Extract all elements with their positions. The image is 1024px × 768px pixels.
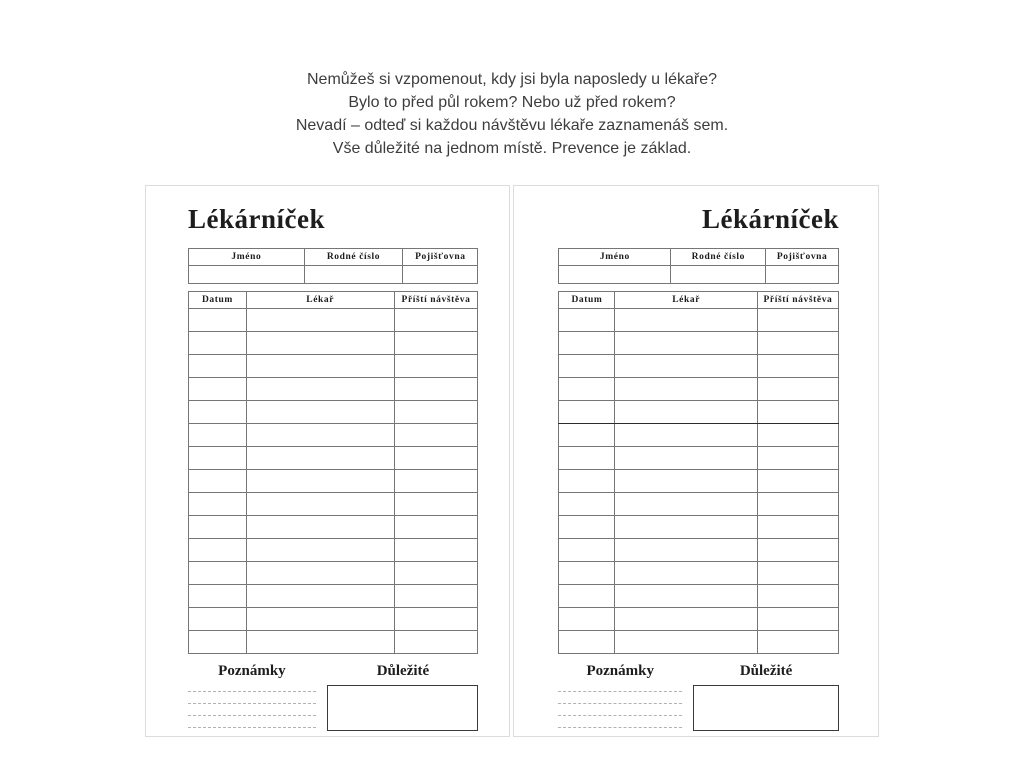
empty-row [189,562,478,585]
empty-row [189,493,478,516]
info-header-rodne-cislo: Rodné číslo [671,249,766,266]
empty-row [559,608,839,631]
empty-row [559,266,839,284]
empty-row [189,332,478,355]
visits-table [558,291,839,654]
visits-table [188,291,478,654]
notes-block [188,663,316,728]
visits-header-pristi-navsteva: Příští návštěva [394,292,478,309]
important-block [693,663,839,731]
empty-row [189,309,478,332]
intro-line-2: Bylo to před půl rokem? Nebo už před rokem? [348,94,676,111]
intro-text [0,68,1024,160]
notes-line [558,692,681,704]
page-left [145,185,510,737]
empty-row [189,424,478,447]
info-table [188,248,478,284]
empty-row [559,309,839,332]
important-box [327,685,478,731]
empty-row [189,631,478,654]
visits-header-datum: Datum [559,292,615,309]
page-title: Lékárníček [188,204,325,234]
empty-row [559,470,839,493]
empty-row [559,355,839,378]
empty-row [559,401,839,424]
notes-important-section [188,663,478,731]
info-header-pojistovna: Pojišťovna [403,249,478,266]
empty-row [559,447,839,470]
notes-line [558,704,681,716]
empty-row [559,516,839,539]
empty-row [559,585,839,608]
empty-row [559,562,839,585]
empty-row [189,378,478,401]
empty-row [189,585,478,608]
notes-block [558,663,681,728]
empty-row [189,447,478,470]
empty-row [559,493,839,516]
visits-header-datum: Datum [189,292,247,309]
empty-row [559,539,839,562]
notes-line [188,716,316,728]
page-right [513,185,879,737]
empty-row [189,539,478,562]
empty-row [189,608,478,631]
empty-row [559,631,839,654]
info-header-rodne-cislo: Rodné číslo [304,249,402,266]
important-box [693,685,839,731]
important-label: Důležité [376,663,430,679]
empty-row [189,401,478,424]
empty-row [559,424,839,447]
empty-row [189,355,478,378]
page-title: Lékárníček [702,204,839,234]
empty-row [189,516,478,539]
intro-line-1: Nemůžeš si vzpomenout, kdy jsi byla naposledy u lékaře? [307,71,717,88]
info-header-jmeno: Jméno [189,249,305,266]
info-table [558,248,839,284]
empty-row [189,470,478,493]
intro-line-3: Nevadí – odteď si každou návštěvu lékaře zaznamenáš sem. [295,117,729,134]
info-header-pojistovna: Pojišťovna [766,249,839,266]
important-block [327,663,478,731]
book-spread [145,185,879,737]
notes-line [188,692,316,704]
visits-header-lekar: Lékař [246,292,394,309]
notes-line [188,704,316,716]
notes-line [188,680,316,692]
empty-row [559,332,839,355]
notes-line [558,716,681,728]
important-label: Důležité [739,663,793,679]
notes-label: Poznámky [586,663,654,679]
empty-row [189,266,478,284]
visits-header-lekar: Lékař [615,292,758,309]
notes-label: Poznámky [218,663,286,679]
info-header-jmeno: Jméno [559,249,671,266]
intro-line-4: Vše důležité na jednom místě. Prevence je základ. [332,140,692,157]
notes-important-section [558,663,839,731]
visits-header-pristi-navsteva: Příští návštěva [757,292,838,309]
notes-line [558,680,681,692]
empty-row [559,378,839,401]
